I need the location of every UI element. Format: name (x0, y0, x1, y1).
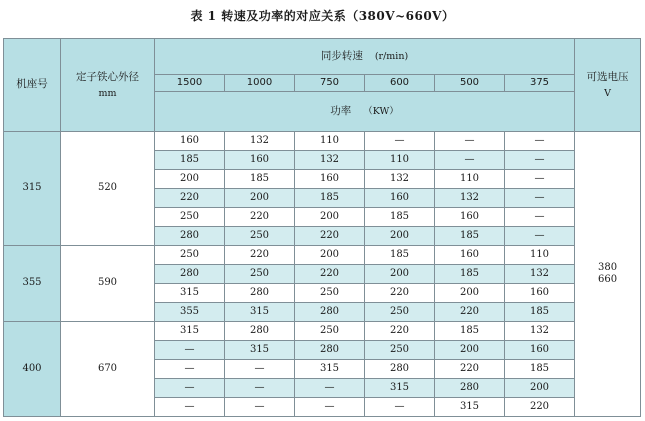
power-cell: 250 (365, 341, 435, 360)
power-cell: — (155, 398, 225, 417)
speed-header-cell: 1000 (225, 75, 295, 92)
power-cell: 280 (365, 360, 435, 379)
stator-unit: mm (98, 87, 117, 99)
power-cell: 185 (295, 189, 365, 208)
power-cell: 200 (155, 170, 225, 189)
sync-speed-unit: (r/min) (374, 50, 409, 62)
power-cell: — (295, 398, 365, 417)
power-cell: 315 (365, 379, 435, 398)
power-cell: — (155, 379, 225, 398)
power-cell: 160 (155, 132, 225, 151)
table-row (4, 132, 641, 151)
power-cell: 220 (225, 208, 295, 227)
power-cell: 355 (155, 303, 225, 322)
power-cell: — (435, 151, 505, 170)
power-cell: — (155, 341, 225, 360)
power-cell: 132 (435, 189, 505, 208)
power-cell: 200 (295, 208, 365, 227)
frame-cell: 355 (4, 246, 61, 322)
power-cell: 185 (365, 208, 435, 227)
power-cell: 315 (155, 284, 225, 303)
power-cell: 280 (225, 322, 295, 341)
power-cell: 280 (295, 303, 365, 322)
voltage-label: 可选电压 (586, 70, 629, 83)
power-cell: 200 (365, 227, 435, 246)
power-cell: 220 (435, 360, 505, 379)
power-header (155, 92, 575, 132)
power-cell: — (155, 360, 225, 379)
power-cell: 185 (435, 322, 505, 341)
power-cell: 160 (365, 189, 435, 208)
power-cell: 220 (225, 246, 295, 265)
table-row (4, 322, 641, 341)
power-cell: — (365, 132, 435, 151)
power-cell: 220 (435, 303, 505, 322)
power-cell: 280 (225, 284, 295, 303)
power-cell: 110 (365, 151, 435, 170)
speed-header-cell: 500 (435, 75, 505, 92)
power-cell: 250 (225, 265, 295, 284)
power-cell: 200 (295, 246, 365, 265)
power-cell: 132 (505, 322, 575, 341)
stator-label: 定子铁心外径 (76, 70, 139, 83)
power-cell: 110 (505, 246, 575, 265)
power-cell: 315 (435, 398, 505, 417)
power-cell: 110 (295, 132, 365, 151)
power-cell: 220 (295, 227, 365, 246)
power-cell: — (435, 132, 505, 151)
power-cell: 185 (505, 303, 575, 322)
power-cell: 185 (435, 227, 505, 246)
power-cell: — (505, 170, 575, 189)
power-cell: 200 (505, 379, 575, 398)
voltage-unit: V (604, 87, 611, 99)
power-cell: 160 (435, 246, 505, 265)
power-cell: 250 (155, 208, 225, 227)
power-cell: 132 (365, 170, 435, 189)
power-cell: 280 (155, 265, 225, 284)
voltage-cell (575, 132, 641, 417)
power-cell: — (365, 398, 435, 417)
speed-power-table (3, 38, 641, 417)
power-cell: 250 (295, 284, 365, 303)
table-row (4, 246, 641, 265)
power-cell: — (225, 398, 295, 417)
voltage-value: 380 (597, 261, 618, 273)
power-cell: 185 (435, 265, 505, 284)
stator-diameter-header (61, 39, 155, 132)
power-cell: 160 (505, 284, 575, 303)
speed-header-cell: 750 (295, 75, 365, 92)
power-cell: — (295, 379, 365, 398)
power-cell: 220 (505, 398, 575, 417)
power-cell: 315 (295, 360, 365, 379)
stator-diameter-cell: 520 (61, 132, 155, 246)
power-cell: 185 (505, 360, 575, 379)
power-cell: 315 (225, 341, 295, 360)
power-cell: 220 (365, 322, 435, 341)
power-cell: — (505, 151, 575, 170)
power-cell: 185 (225, 170, 295, 189)
power-cell: 315 (155, 322, 225, 341)
power-cell: — (505, 208, 575, 227)
power-cell: 200 (435, 284, 505, 303)
stator-diameter-cell: 670 (61, 322, 155, 417)
power-cell: 132 (225, 132, 295, 151)
sync-speed-header (155, 39, 575, 75)
power-cell: 160 (295, 170, 365, 189)
power-cell: — (505, 132, 575, 151)
power-cell: 220 (365, 284, 435, 303)
power-cell: 110 (435, 170, 505, 189)
power-cell: 250 (365, 303, 435, 322)
power-cell: — (505, 189, 575, 208)
power-cell: 280 (295, 341, 365, 360)
power-cell: 160 (505, 341, 575, 360)
frame-header: 机座号 (4, 39, 61, 132)
power-cell: 280 (155, 227, 225, 246)
power-cell: 185 (365, 246, 435, 265)
power-cell: 220 (295, 265, 365, 284)
power-cell: 160 (225, 151, 295, 170)
power-unit: （KW） (363, 105, 399, 117)
power-label: 功率 (330, 104, 352, 117)
table-title: 表 1 转速及功率的对应关系（380V~660V） (190, 9, 455, 23)
power-cell: 220 (155, 189, 225, 208)
power-cell: 200 (365, 265, 435, 284)
power-cell: 250 (155, 246, 225, 265)
power-cell: 132 (295, 151, 365, 170)
frame-cell: 400 (4, 322, 61, 417)
power-cell: — (225, 360, 295, 379)
power-cell: 250 (225, 227, 295, 246)
power-cell: 250 (295, 322, 365, 341)
power-cell: 185 (155, 151, 225, 170)
power-cell: 200 (435, 341, 505, 360)
power-cell: 315 (225, 303, 295, 322)
speed-header-cell: 1500 (155, 75, 225, 92)
stator-diameter-cell: 590 (61, 246, 155, 322)
voltage-value: 660 (597, 274, 618, 285)
power-cell: 200 (225, 189, 295, 208)
speed-header-cell: 600 (365, 75, 435, 92)
speed-header-cell: 375 (505, 75, 575, 92)
power-cell: 160 (435, 208, 505, 227)
voltage-header (575, 39, 641, 132)
sync-speed-label: 同步转速 (320, 49, 363, 62)
power-cell: — (225, 379, 295, 398)
power-cell: 280 (435, 379, 505, 398)
frame-cell: 315 (4, 132, 61, 246)
power-cell: 132 (505, 265, 575, 284)
power-cell: — (505, 227, 575, 246)
